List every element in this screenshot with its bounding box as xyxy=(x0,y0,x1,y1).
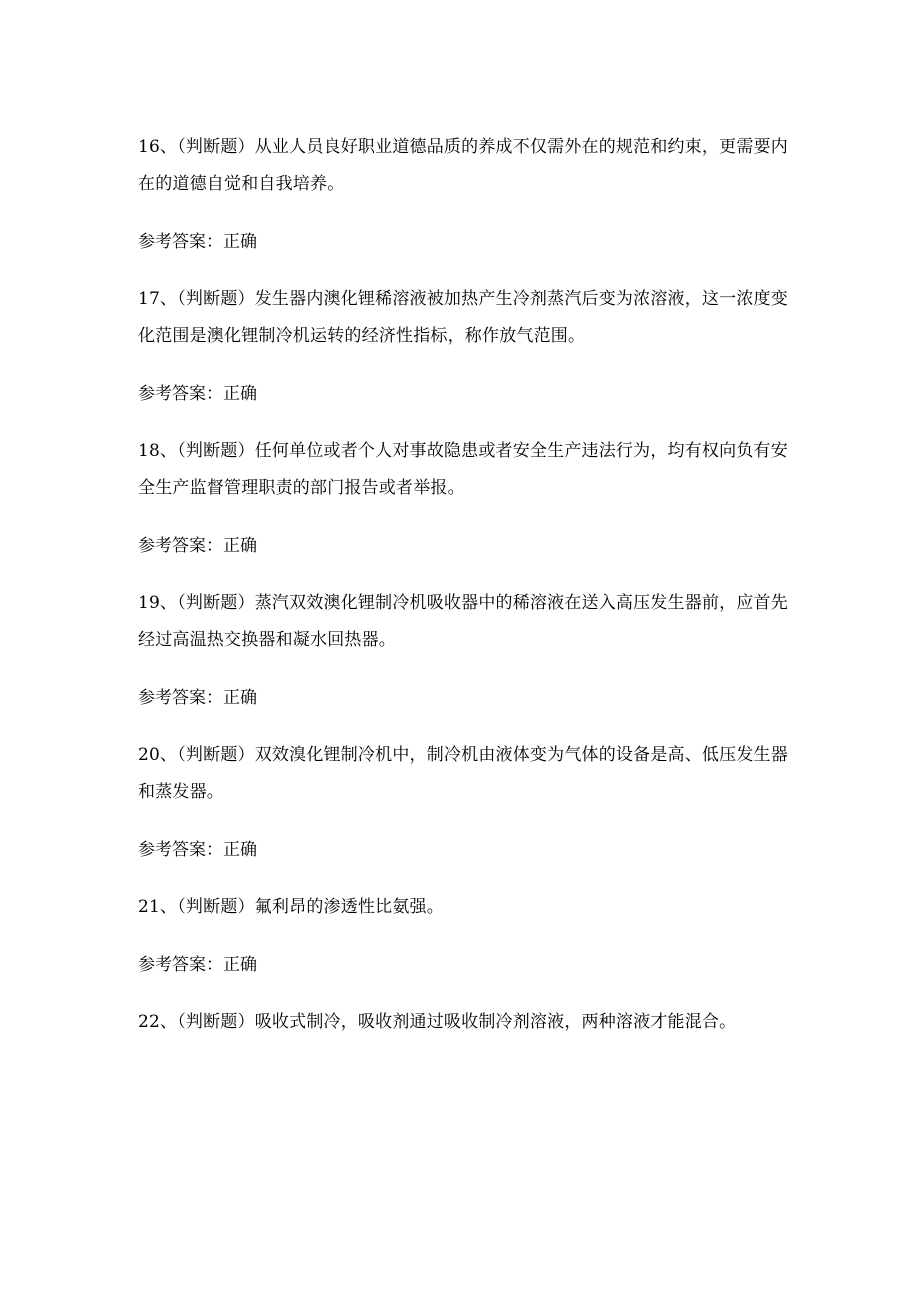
question-19 xyxy=(138,585,798,717)
question-text: 17、（判断题）发生器内澳化锂稀溶液被加热产生冷剂蒸汽后变为浓溶液，这一浓度变化范围是澳化锂制冷机运转的经济性指标，称作放气范围。 xyxy=(138,289,788,346)
question-text: 20、（判断题）双效溴化锂制冷机中，制冷机由液体变为气体的设备是高、低压发生器和蒸发器。 xyxy=(138,745,788,802)
answer-text: 参考答案：正确 xyxy=(138,688,257,708)
question-text: 21、（判断题）氟利昂的渗透性比氨强。 xyxy=(138,897,444,917)
answer-text: 参考答案：正确 xyxy=(138,384,257,404)
question-16 xyxy=(138,129,798,261)
question-text: 19、（判断题）蒸汽双效澳化锂制冷机吸收器中的稀溶液在送入高压发生器前，应首先经过高温热交换器和凝水回热器。 xyxy=(138,593,788,650)
question-text: 22、（判断题）吸收式制冷，吸收剂通过吸收制冷剂溶液，两种溶液才能混合。 xyxy=(138,1012,737,1032)
question-18 xyxy=(138,433,798,565)
question-21 xyxy=(138,889,798,984)
question-text: 16、（判断题）从业人员良好职业道德品质的养成不仅需外在的规范和约束，更需要内在的道德自觉和自我培养。 xyxy=(138,137,788,194)
answer-text: 参考答案：正确 xyxy=(138,955,257,975)
answer-text: 参考答案：正确 xyxy=(138,840,257,860)
question-20 xyxy=(138,737,798,869)
question-22 xyxy=(138,1004,798,1041)
document-page xyxy=(138,112,798,1062)
question-17 xyxy=(138,281,798,413)
question-text: 18、（判断题）任何单位或者个人对事故隐患或者安全生产违法行为，均有权向负有安全生产监督管理职责的部门报告或者举报。 xyxy=(138,441,788,498)
answer-text: 参考答案：正确 xyxy=(138,232,257,252)
answer-text: 参考答案：正确 xyxy=(138,536,257,556)
